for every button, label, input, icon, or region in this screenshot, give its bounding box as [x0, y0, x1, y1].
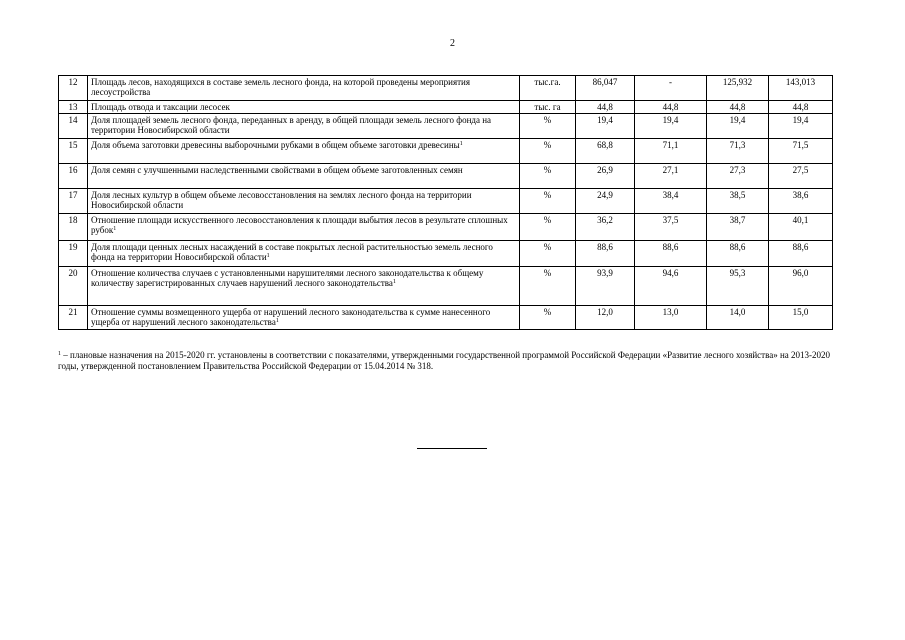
value-cell: 93,9	[576, 267, 635, 306]
indicator-name	[88, 101, 520, 114]
value-cell: 19,4	[576, 114, 635, 139]
footnote-reference: 1	[392, 279, 396, 285]
value-cell: 88,6	[576, 241, 635, 267]
value-cell: 86,047	[576, 76, 635, 101]
row-number: 13	[59, 101, 88, 114]
value-cell: 19,4	[769, 114, 833, 139]
value-cell: 38,6	[769, 189, 833, 214]
table-row	[59, 241, 833, 267]
indicator-name	[88, 76, 520, 101]
unit-cell: %	[520, 241, 576, 267]
value-cell: 88,6	[707, 241, 769, 267]
table-row	[59, 306, 833, 330]
indicator-name	[88, 114, 520, 139]
value-cell: 13,0	[635, 306, 707, 330]
footnote	[58, 350, 838, 372]
indicator-name-text: Доля площадей земель лесного фонда, переданных в аренду, в общей площади земель лесного фонда на территории Новосибирской области	[91, 115, 492, 135]
row-number: 14	[59, 114, 88, 139]
unit-cell: тыс. га	[520, 101, 576, 114]
row-number: 18	[59, 214, 88, 241]
indicator-name	[88, 189, 520, 214]
value-cell: 19,4	[635, 114, 707, 139]
indicator-name-text: Площадь отвода и таксации лесосек	[91, 102, 230, 112]
value-cell: 27,5	[769, 164, 833, 189]
unit-cell: %	[520, 164, 576, 189]
footnote-reference: 1	[113, 226, 117, 232]
indicator-name-text: Отношение количества случаев с установленными нарушителями лесного законодательства к общему количеству зарегистрированных случаев нарушений лесного законодательства	[91, 268, 484, 288]
unit-cell: %	[520, 114, 576, 139]
value-cell: 71,5	[769, 139, 833, 164]
unit-cell: %	[520, 189, 576, 214]
footnote-reference: 1	[266, 253, 270, 259]
footnote-mark: 1	[58, 351, 61, 357]
value-cell: 94,6	[635, 267, 707, 306]
indicator-name	[88, 139, 520, 164]
table-row	[59, 114, 833, 139]
value-cell: 71,3	[707, 139, 769, 164]
value-cell: 36,2	[576, 214, 635, 241]
value-cell: 27,1	[635, 164, 707, 189]
row-number: 15	[59, 139, 88, 164]
row-number: 20	[59, 267, 88, 306]
value-cell: 44,8	[576, 101, 635, 114]
row-number: 17	[59, 189, 88, 214]
value-cell: 71,1	[635, 139, 707, 164]
value-cell: 96,0	[769, 267, 833, 306]
value-cell: 38,7	[707, 214, 769, 241]
unit-cell: %	[520, 214, 576, 241]
footnote-reference: 1	[275, 318, 279, 324]
value-cell: 44,8	[707, 101, 769, 114]
indicator-name-text: Площадь лесов, находящихся в составе земель лесного фонда, на которой проведены мероприятия лесоустройства	[91, 77, 471, 97]
table-row	[59, 267, 833, 306]
value-cell: 37,5	[635, 214, 707, 241]
unit-cell: тыс.га.	[520, 76, 576, 101]
value-cell: 88,6	[635, 241, 707, 267]
footnote-reference: 1	[459, 141, 463, 147]
value-cell: 125,932	[707, 76, 769, 101]
value-cell: 44,8	[635, 101, 707, 114]
page-number: 2	[450, 38, 455, 49]
value-cell: 95,3	[707, 267, 769, 306]
indicator-name-text: Отношение суммы возмещенного ущерба от нарушений лесного законодательства к сумме нанесенного ущерба от нарушений лесного законодательства	[91, 307, 491, 327]
value-cell: 26,9	[576, 164, 635, 189]
value-cell: 12,0	[576, 306, 635, 330]
indicator-name-text: Доля лесных культур в общем объеме лесовосстановления на землях лесного фонда на территории Новосибирской области	[91, 190, 472, 210]
indicators-table	[58, 75, 833, 330]
unit-cell: %	[520, 267, 576, 306]
indicator-name	[88, 214, 520, 241]
value-cell: 68,8	[576, 139, 635, 164]
table-body	[59, 76, 833, 330]
indicator-name	[88, 306, 520, 330]
value-cell: 40,1	[769, 214, 833, 241]
value-cell: 143,013	[769, 76, 833, 101]
table-row	[59, 101, 833, 114]
indicator-name-text: Отношение площади искусственного лесовосстановления к площади выбытия лесов в результате сплошных рубок	[91, 215, 508, 235]
table-row	[59, 139, 833, 164]
indicator-name	[88, 241, 520, 267]
unit-cell: %	[520, 139, 576, 164]
value-cell: 19,4	[707, 114, 769, 139]
row-number: 12	[59, 76, 88, 101]
table-row	[59, 189, 833, 214]
row-number: 19	[59, 241, 88, 267]
indicator-name	[88, 267, 520, 306]
table-row	[59, 164, 833, 189]
value-cell: 24,9	[576, 189, 635, 214]
table-row	[59, 76, 833, 101]
value-cell: 88,6	[769, 241, 833, 267]
indicator-name-text: Доля площади ценных лесных насаждений в составе покрытых лесной растительностью земель лесного фонда на территории Новосибирской области	[91, 242, 493, 262]
end-rule	[417, 448, 487, 449]
value-cell: 14,0	[707, 306, 769, 330]
value-cell: 15,0	[769, 306, 833, 330]
value-cell: -	[635, 76, 707, 101]
unit-cell: %	[520, 306, 576, 330]
footnote-text: – плановые назначения на 2015-2020 гг. установлены в соответствии с показателями, утвержденными государственной программой Российской Федерации «Развитие лесного хозяйства» на 2013-2020 годы, утвержденной постановлением Правительства Российской Федерации от 15.04.2014 № 318.	[58, 350, 831, 371]
row-number: 21	[59, 306, 88, 330]
row-number: 16	[59, 164, 88, 189]
value-cell: 38,5	[707, 189, 769, 214]
value-cell: 27,3	[707, 164, 769, 189]
table-row	[59, 214, 833, 241]
indicator-name-text: Доля объема заготовки древесины выборочными рубками в общем объеме заготовки древесины	[91, 140, 460, 150]
value-cell: 38,4	[635, 189, 707, 214]
value-cell: 44,8	[769, 101, 833, 114]
indicator-name	[88, 164, 520, 189]
indicator-name-text: Доля семян с улучшенными наследственными свойствами в общем объеме заготовленных семян	[91, 165, 463, 175]
